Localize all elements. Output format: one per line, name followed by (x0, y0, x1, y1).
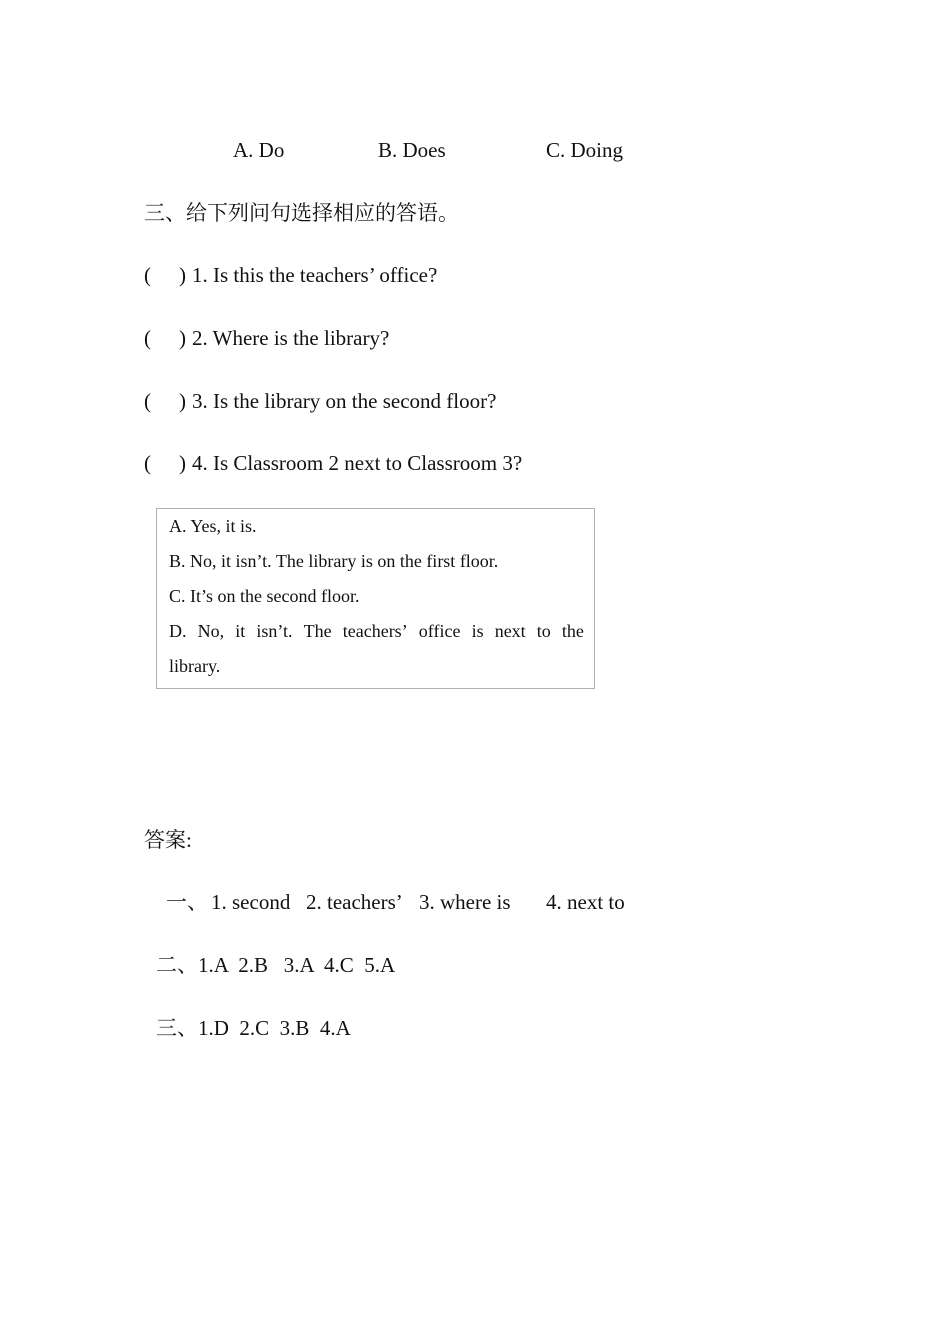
section3-heading: 三、给下列问句选择相应的答语。 (144, 201, 459, 225)
choice-d-word: The (303, 621, 332, 641)
answer-blank-close: ) (179, 389, 186, 413)
choice-d-continued: library. (169, 656, 221, 676)
option-b: B. Does (378, 138, 446, 162)
choice-d (169, 620, 584, 642)
choices-box (156, 508, 595, 689)
choice-c: C. It’s on the second floor. (169, 586, 360, 606)
answers-label: 答案: (144, 828, 192, 852)
answers-line-2: 二、1.A 2.B 3.A 4.C 5.A (156, 953, 396, 977)
answer-blank-open: ( (144, 389, 151, 413)
choice-d-word: D. (169, 621, 187, 641)
answers-line-1-a2: 2. teachers’ (306, 890, 403, 914)
choice-d-word: is (471, 621, 484, 641)
choice-d-word: the (561, 621, 584, 641)
answer-blank-open: ( (144, 263, 151, 287)
answers-line-1-prefix: 一、 (166, 890, 208, 914)
choice-d-word: next (494, 621, 526, 641)
choice-b: B. No, it isn’t. The library is on the first floor. (169, 551, 499, 571)
question-text: 1. Is this the teachers’ office? (192, 263, 438, 287)
answers-line-3: 三、1.D 2.C 3.B 4.A (156, 1016, 351, 1040)
choice-d-word: office (418, 621, 461, 641)
answers-line-1-a1: 1. second (211, 890, 291, 914)
question-text: 4. Is Classroom 2 next to Classroom 3? (192, 451, 523, 475)
choice-d-word: it (235, 621, 246, 641)
question-text: 3. Is the library on the second floor? (192, 389, 497, 413)
choice-a: A. Yes, it is. (169, 516, 257, 536)
answer-blank-close: ) (179, 263, 186, 287)
answer-blank-open: ( (144, 451, 151, 475)
answer-blank-close: ) (179, 451, 186, 475)
option-a: A. Do (233, 138, 285, 162)
answer-blank-close: ) (179, 326, 186, 350)
choice-d-word: isn’t. (256, 621, 293, 641)
choice-d-word: teachers’ (342, 621, 408, 641)
choice-d-word: No, (197, 621, 225, 641)
answer-blank-open: ( (144, 326, 151, 350)
option-c: C. Doing (546, 138, 624, 162)
question-text: 2. Where is the library? (192, 326, 390, 350)
choice-d-word: to (536, 621, 551, 641)
answers-line-1-a3: 3. where is (419, 890, 511, 914)
answers-line-1-a4: 4. next to (546, 890, 625, 914)
